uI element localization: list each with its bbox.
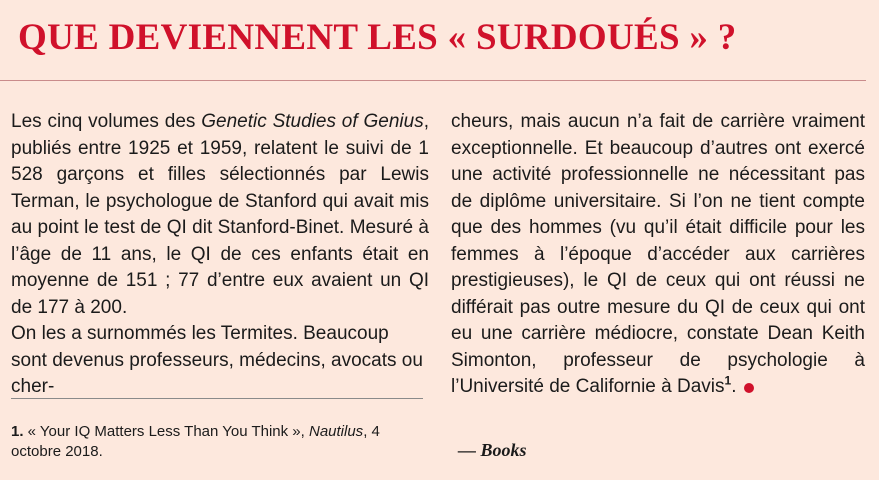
footnote-divider <box>11 398 423 399</box>
paragraph-intro-start: Les cinq volumes des <box>11 111 202 132</box>
footnote-source-italic: Nautilus <box>308 423 364 440</box>
paragraph-careers <box>451 109 865 401</box>
signature: — Books <box>458 440 527 460</box>
footnote-reference[interactable]: 1 <box>724 373 732 388</box>
sentence-period: . <box>731 376 737 397</box>
footnote-number: 1. <box>11 423 24 440</box>
paragraph-intro-rest: , publiés entre 1925 et 1959, relatent le suivi de 1 528 garçons et filles sélectionnés par Lewis Terman, le psychologue de Stanford qui avait mis au point le test de QI dit Stanford-Binet. Mesuré à l’âge de 11 ans, le QI de ces enfants était en moyenne de 151 ; 77 d’entre eux avaient un QI de 177 à 200. <box>11 111 429 318</box>
footnote-text-end: , 4 octobre 2018. <box>11 423 380 460</box>
footnote-text-start: « Your IQ Matters Less Than You Think », <box>23 423 309 440</box>
left-column <box>11 109 429 401</box>
paragraph-careers-text: cheurs, mais aucun n’a fait de carrière vraiment exceptionnelle. Et beaucoup d’autres ont exercé une activité professionnelle ne nécessitant pas de diplôme universitaire. Si l’on ne tient compte que des hommes (vu qu’il était difficile pour les femmes à l’époque d’accéder aux carrières prestigieuses), le QI de ceux qui ont réussi ne différait pas outre mesure du QI de ceux qui ont eu une carrière médiocre, constate Dean Keith Simonton, professeur de psychologie à l’Université de Californie à Davis <box>451 111 865 397</box>
right-column <box>451 109 865 401</box>
book-title-italic: Genetic Studies of Genius <box>201 111 424 132</box>
article-title: QUE DEVIENNENT LES « SURDOUÉS » ? <box>18 17 737 58</box>
end-mark-dot <box>744 383 754 393</box>
paragraph-termites: On les a surnommés les Termites. Beaucoup sont devenus professeurs, médecins, avocats ou cher- <box>11 323 423 397</box>
paragraph-intro <box>11 109 429 321</box>
title-divider <box>0 80 866 81</box>
footnote <box>11 422 431 462</box>
